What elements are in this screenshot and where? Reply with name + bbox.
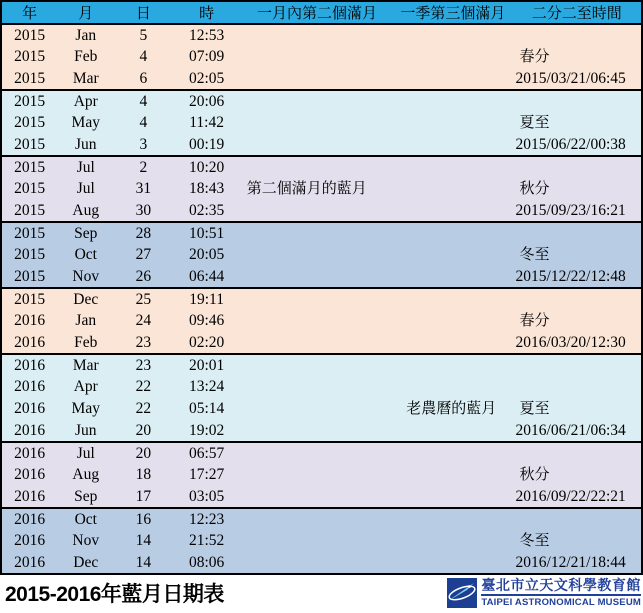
- year-cell: 2016: [14, 378, 46, 396]
- month-cell: Nov: [72, 532, 100, 550]
- month-cell: Jan: [75, 26, 97, 44]
- seasonal-blue-moon-note-cell: [393, 24, 512, 46]
- seasonal-blue-moon-note-cell: [393, 310, 512, 332]
- year-cell: 2016: [14, 532, 46, 550]
- year-cell: 2015: [14, 267, 46, 285]
- month-cell: Jul: [76, 180, 95, 198]
- seasonal-blue-moon-note-cell: [393, 332, 512, 354]
- seasonal-blue-moon-note-cell: [393, 46, 512, 68]
- blue-moon-note-cell: [241, 332, 393, 354]
- solstice-cell: 冬至: [519, 532, 550, 549]
- table-row: [1, 90, 642, 112]
- quarter-group: [1, 354, 642, 442]
- seasonal-blue-moon-note-cell: [393, 90, 512, 112]
- solstice-cell: 秋分: [519, 466, 550, 483]
- seasonal-blue-moon-note-cell: [393, 112, 512, 134]
- column-header-year: 年: [1, 1, 57, 24]
- month-cell: Apr: [73, 92, 98, 110]
- blue-moon-note-cell: [241, 288, 393, 310]
- day-cell: 27: [135, 246, 152, 264]
- time-cell: 03:05: [188, 487, 225, 505]
- year-cell: 2016: [14, 466, 46, 484]
- seasonal-blue-moon-note-cell: [393, 552, 512, 574]
- seasonal-blue-moon-note-cell: [393, 134, 512, 156]
- time-cell: 21:52: [188, 532, 225, 550]
- month-cell: May: [71, 114, 100, 132]
- year-cell: 2016: [14, 487, 46, 505]
- museum-name-en: TAIPEI ASTRONOMICAL MUSEUM: [481, 596, 641, 608]
- table-row: [1, 552, 642, 574]
- day-cell: 18: [135, 466, 152, 484]
- day-cell: 23: [135, 356, 152, 374]
- solstice-cell: 2016/12/21/18:44: [515, 553, 626, 571]
- year-cell: 2015: [14, 114, 46, 132]
- quarter-group: [1, 90, 642, 156]
- month-cell: Jun: [74, 135, 97, 153]
- month-cell: Nov: [72, 267, 100, 285]
- solstice-cell: 2015/09/23/16:21: [515, 201, 626, 219]
- seasonal-blue-moon-note-cell: [393, 354, 512, 376]
- year-cell: 2016: [14, 333, 46, 351]
- table-row: [1, 178, 642, 200]
- year-cell: 2015: [14, 135, 46, 153]
- seasonal-blue-moon-note-cell: [393, 464, 512, 486]
- solstice-cell: 2016/09/22/22:21: [515, 487, 626, 505]
- column-header-month: 月: [57, 1, 114, 24]
- table-row: [1, 530, 642, 552]
- table-row: [1, 310, 642, 332]
- time-cell: 17:27: [188, 466, 225, 484]
- solstice-cell: [513, 222, 642, 244]
- blue-moon-note-cell: [241, 530, 393, 552]
- solstice-cell: 春分: [519, 48, 550, 65]
- blue-moon-note-cell: [241, 68, 393, 90]
- month-cell: Feb: [74, 48, 98, 66]
- blue-moon-note-cell: [241, 398, 393, 420]
- blue-moon-note-cell: [241, 46, 393, 68]
- table-row: [1, 420, 642, 442]
- table-row: [1, 266, 642, 288]
- time-cell: 00:19: [188, 135, 225, 153]
- day-cell: 16: [135, 510, 152, 528]
- time-cell: 11:42: [189, 114, 224, 132]
- year-cell: 2015: [14, 26, 46, 44]
- month-cell: Feb: [74, 333, 98, 351]
- blue-moon-note-cell: [241, 244, 393, 266]
- table-row: [1, 200, 642, 222]
- time-cell: 20:06: [188, 92, 225, 110]
- table-row: [1, 222, 642, 244]
- day-cell: 2: [139, 158, 148, 176]
- time-cell: 02:35: [188, 201, 225, 219]
- day-cell: 26: [135, 267, 152, 285]
- time-cell: 12:23: [188, 510, 225, 528]
- year-cell: 2015: [14, 224, 46, 242]
- blue-moon-note-cell: [241, 222, 393, 244]
- time-cell: 05:14: [188, 400, 225, 418]
- day-cell: 30: [135, 201, 152, 219]
- solstice-cell: [513, 508, 642, 530]
- month-cell: Apr: [73, 378, 98, 396]
- solstice-cell: 秋分: [519, 180, 550, 197]
- month-cell: Jan: [75, 312, 97, 330]
- table-row: [1, 288, 642, 310]
- day-cell: 31: [135, 180, 152, 198]
- solstice-cell: 夏至: [519, 400, 550, 417]
- column-header-second-full-moon-in-month: 一月內第二個滿月: [241, 1, 393, 24]
- day-cell: 28: [135, 224, 152, 242]
- month-cell: Oct: [74, 510, 97, 528]
- solstice-cell: 2015/12/22/12:48: [515, 267, 626, 285]
- time-cell: 02:05: [188, 69, 225, 87]
- quarter-group: [1, 24, 642, 90]
- table-row: [1, 332, 642, 354]
- blue-moon-note-cell: [241, 486, 393, 508]
- blue-moon-note-cell: [241, 112, 393, 134]
- year-cell: 2015: [14, 201, 46, 219]
- day-cell: 20: [135, 444, 152, 462]
- table-row: [1, 156, 642, 178]
- year-cell: 2015: [14, 180, 46, 198]
- table-row: [1, 442, 642, 464]
- solstice-cell: [513, 288, 642, 310]
- blue-moon-note-cell: [241, 420, 393, 442]
- seasonal-blue-moon-note-cell: [393, 508, 512, 530]
- blue-moon-note-cell: [241, 508, 393, 530]
- day-cell: 20: [135, 421, 152, 439]
- solstice-cell: 春分: [519, 312, 550, 329]
- solstice-cell: 2015/03/21/06:45: [515, 69, 626, 87]
- seasonal-blue-moon-note-cell: [393, 288, 512, 310]
- quarter-group: [1, 288, 642, 354]
- day-cell: 4: [139, 114, 148, 132]
- museum-name-block: [481, 578, 641, 608]
- blue-moon-note-cell: [241, 266, 393, 288]
- time-cell: 06:57: [188, 444, 225, 462]
- day-cell: 6: [139, 69, 148, 87]
- solstice-cell: [513, 442, 642, 464]
- quarter-group: [1, 222, 642, 288]
- time-cell: 19:11: [189, 290, 224, 308]
- time-cell: 19:02: [188, 421, 225, 439]
- seasonal-blue-moon-note-cell: [393, 420, 512, 442]
- year-cell: 2016: [14, 400, 46, 418]
- seasonal-blue-moon-note-cell: [393, 244, 512, 266]
- year-cell: 2015: [14, 290, 46, 308]
- solstice-cell: [513, 90, 642, 112]
- day-cell: 14: [135, 553, 152, 571]
- seasonal-blue-moon-note-cell: 老農曆的藍月: [406, 400, 497, 417]
- year-cell: 2015: [14, 69, 46, 87]
- column-header-third-full-moon-in-season: 一季第三個滿月: [393, 1, 512, 24]
- table-row: [1, 354, 642, 376]
- quarter-group: [1, 508, 642, 574]
- day-cell: 22: [135, 378, 152, 396]
- column-header-day: 日: [114, 1, 172, 24]
- month-cell: Mar: [72, 356, 99, 374]
- time-cell: 20:05: [188, 246, 225, 264]
- page-title: 2015-2016年藍月日期表: [5, 583, 224, 606]
- time-cell: 06:44: [188, 267, 225, 285]
- solstice-cell: 夏至: [519, 114, 550, 131]
- table-row: [1, 398, 642, 420]
- time-cell: 13:24: [188, 378, 225, 396]
- blue-moon-note-cell: [241, 354, 393, 376]
- day-cell: 4: [139, 48, 148, 66]
- table-row: [1, 464, 642, 486]
- museum-logo: [447, 578, 641, 608]
- blue-moon-note-cell: [241, 200, 393, 222]
- blue-moon-note-cell: [241, 552, 393, 574]
- solstice-cell: 2016/03/20/12:30: [515, 333, 626, 351]
- year-cell: 2016: [14, 421, 46, 439]
- table-row: [1, 112, 642, 134]
- table-row: [1, 68, 642, 90]
- seasonal-blue-moon-note-cell: [393, 200, 512, 222]
- seasonal-blue-moon-note-cell: [393, 156, 512, 178]
- year-cell: 2016: [14, 444, 46, 462]
- day-cell: 24: [135, 312, 152, 330]
- seasonal-blue-moon-note-cell: [393, 442, 512, 464]
- month-cell: Dec: [73, 290, 99, 308]
- solstice-cell: [513, 376, 642, 398]
- month-cell: Mar: [72, 69, 99, 87]
- year-cell: 2016: [14, 553, 46, 571]
- quarter-group: [1, 442, 642, 508]
- quarter-group: [1, 156, 642, 222]
- month-cell: Oct: [74, 246, 97, 264]
- day-cell: 23: [135, 333, 152, 351]
- seasonal-blue-moon-note-cell: [393, 530, 512, 552]
- blue-moon-note-cell: [241, 90, 393, 112]
- month-cell: Jul: [76, 444, 95, 462]
- time-cell: 10:51: [188, 224, 225, 242]
- solstice-cell: 2015/06/22/00:38: [515, 135, 626, 153]
- time-cell: 08:06: [188, 553, 225, 571]
- time-cell: 12:53: [188, 26, 225, 44]
- time-cell: 09:46: [188, 312, 225, 330]
- blue-moon-note-cell: [241, 442, 393, 464]
- column-header-equinox-solstice-time: 二分二至時間: [513, 1, 642, 24]
- year-cell: 2016: [14, 356, 46, 374]
- day-cell: 22: [135, 400, 152, 418]
- day-cell: 17: [135, 487, 152, 505]
- blue-moon-note-cell: [241, 24, 393, 46]
- day-cell: 5: [139, 26, 148, 44]
- header-row: [1, 1, 642, 24]
- solstice-cell: [513, 354, 642, 376]
- year-cell: 2015: [14, 48, 46, 66]
- blue-moon-note-cell: 第二個滿月的藍月: [246, 180, 367, 197]
- time-cell: 10:20: [188, 158, 225, 176]
- table-row: [1, 24, 642, 46]
- column-header-time: 時: [173, 1, 241, 24]
- seasonal-blue-moon-note-cell: [393, 222, 512, 244]
- day-cell: 14: [135, 532, 152, 550]
- solstice-cell: 冬至: [519, 246, 550, 263]
- solstice-cell: [513, 24, 642, 46]
- table-row: [1, 508, 642, 530]
- month-cell: May: [71, 400, 100, 418]
- year-cell: 2016: [14, 312, 46, 330]
- year-cell: 2015: [14, 158, 46, 176]
- month-cell: Jun: [74, 421, 97, 439]
- month-cell: Jul: [76, 158, 95, 176]
- month-cell: Sep: [74, 487, 98, 505]
- solstice-cell: [513, 156, 642, 178]
- table-row: [1, 376, 642, 398]
- seasonal-blue-moon-note-cell: [393, 178, 512, 200]
- blue-moon-note-cell: [241, 156, 393, 178]
- year-cell: 2016: [14, 510, 46, 528]
- table-row: [1, 244, 642, 266]
- footer: [0, 575, 643, 613]
- blue-moon-note-cell: [241, 310, 393, 332]
- month-cell: Aug: [72, 201, 100, 219]
- day-cell: 4: [139, 92, 148, 110]
- orbit-logo-icon: [447, 578, 477, 608]
- time-cell: 07:09: [188, 48, 225, 66]
- seasonal-blue-moon-note-cell: [393, 266, 512, 288]
- blue-moon-note-cell: [241, 134, 393, 156]
- seasonal-blue-moon-note-cell: [393, 486, 512, 508]
- time-cell: 02:20: [188, 333, 225, 351]
- table-row: [1, 134, 642, 156]
- year-cell: 2015: [14, 246, 46, 264]
- year-cell: 2015: [14, 92, 46, 110]
- blue-moon-note-cell: [241, 464, 393, 486]
- museum-name-zh: 臺北市立天文科學教育館: [481, 578, 641, 596]
- solstice-cell: 2016/06/21/06:34: [515, 421, 626, 439]
- table-row: [1, 46, 642, 68]
- seasonal-blue-moon-note-cell: [393, 68, 512, 90]
- day-cell: 25: [135, 290, 152, 308]
- month-cell: Aug: [72, 466, 100, 484]
- month-cell: Sep: [74, 224, 98, 242]
- time-cell: 18:43: [188, 180, 225, 198]
- day-cell: 3: [139, 135, 148, 153]
- table-row: [1, 486, 642, 508]
- month-cell: Dec: [73, 553, 99, 571]
- blue-moon-note-cell: [241, 376, 393, 398]
- seasonal-blue-moon-note-cell: [393, 376, 512, 398]
- time-cell: 20:01: [188, 356, 225, 374]
